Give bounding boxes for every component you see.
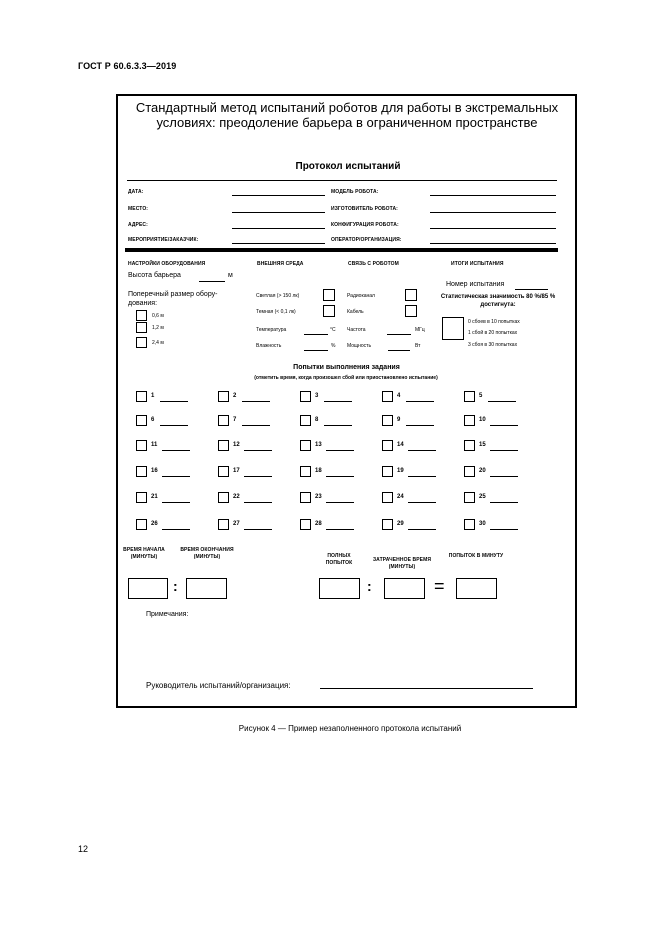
attempt-time-field[interactable] [160, 425, 188, 426]
attempt-time-field[interactable] [488, 401, 516, 402]
section-divider [125, 248, 558, 252]
equals-sign: = [434, 576, 445, 596]
cable-checkbox[interactable] [405, 305, 417, 317]
communication-heading: СВЯЗЬ С РОБОТОМ [348, 261, 399, 267]
light-checkbox[interactable] [323, 289, 335, 301]
attempt-number: 5 [479, 393, 483, 399]
attempt-number: 28 [315, 521, 322, 527]
attempt-time-field[interactable] [242, 425, 270, 426]
date-label: ДАТА: [128, 189, 144, 195]
attempt-checkbox[interactable] [300, 519, 311, 530]
attempt-time-field[interactable] [162, 476, 190, 477]
attempt-checkbox[interactable] [464, 519, 475, 530]
full-attempts-input[interactable] [319, 578, 360, 599]
attempt-time-field[interactable] [490, 425, 518, 426]
attempt-checkbox[interactable] [464, 391, 475, 402]
supervisor-field[interactable] [320, 688, 533, 689]
attempt-time-field[interactable] [326, 502, 354, 503]
attempts-title: Попытки выполнения задания [293, 364, 400, 371]
size-0-6-checkbox[interactable] [136, 310, 147, 321]
figure-caption: Рисунок 4 — Пример незаполненного протокола испытаний [238, 724, 462, 733]
attempt-time-field[interactable] [408, 502, 436, 503]
attempt-number: 20 [479, 468, 486, 474]
attempt-checkbox[interactable] [136, 492, 147, 503]
attempt-time-field[interactable] [326, 450, 354, 451]
elapsed-time-input[interactable] [384, 578, 425, 599]
size-2-4-label: 2,4 м [152, 340, 164, 346]
attempt-time-field[interactable] [408, 529, 436, 530]
attempt-number: 4 [397, 393, 401, 399]
event-customer-field[interactable] [232, 243, 325, 244]
robot-configuration-field[interactable] [430, 228, 556, 229]
size-0-6-label: 0,6 м [152, 313, 164, 319]
event-customer-label: МЕРОПРИЯТИЕ/ЗАКАЗЧИК: [128, 237, 199, 243]
attempt-number: 26 [151, 521, 158, 527]
robot-manufacturer-label: ИЗГОТОВИТЕЛЬ РОБОТА: [331, 206, 398, 212]
attempt-checkbox[interactable] [382, 391, 393, 402]
attempt-number: 9 [397, 417, 401, 423]
start-time-label: ВРЕМЯ НАЧАЛА (МИНУТЫ) [123, 547, 165, 560]
attempt-time-field[interactable] [324, 401, 352, 402]
humidity-unit: % [331, 343, 336, 349]
address-label: АДРЕС: [128, 222, 148, 228]
attempt-checkbox[interactable] [136, 440, 147, 451]
cable-label: Кабель [347, 309, 364, 315]
attempt-checkbox[interactable] [300, 440, 311, 451]
attempt-time-field[interactable] [244, 476, 272, 477]
notes-label: Примечания: [146, 611, 189, 618]
attempt-checkbox[interactable] [136, 415, 147, 426]
criteria-0: 0 сбоев в 10 попытках [468, 319, 520, 325]
attempt-checkbox[interactable] [136, 466, 147, 477]
test-number-label: Номер испытания [446, 281, 505, 288]
page-number: 12 [78, 844, 89, 854]
attempt-checkbox[interactable] [382, 415, 393, 426]
elapsed-time-label: ЗАТРАЧЕННОЕ ВРЕМЯ (МИНУТЫ) [372, 557, 432, 570]
supervisor-label: Руководитель испытаний/организация: [146, 681, 291, 690]
environment-heading: ВНЕШНЯЯ СРЕДА [257, 261, 304, 267]
attempt-time-field[interactable] [244, 529, 272, 530]
equipment-heading: НАСТРОЙКИ ОБОРУДОВАНИЯ [128, 261, 206, 267]
attempt-checkbox[interactable] [464, 440, 475, 451]
attempt-checkbox[interactable] [382, 519, 393, 530]
place-label: МЕСТО: [128, 206, 149, 212]
attempt-number: 22 [233, 494, 240, 500]
attempt-number: 6 [151, 417, 155, 423]
attempt-time-field[interactable] [162, 450, 190, 451]
attempt-number: 17 [233, 468, 240, 474]
attempt-time-field[interactable] [326, 529, 354, 530]
attempt-number: 23 [315, 494, 322, 500]
size-2-4-checkbox[interactable] [136, 337, 147, 348]
barrier-height-field[interactable] [199, 273, 225, 282]
attempt-time-field[interactable] [326, 476, 354, 477]
criteria-2: 3 сбоя в 30 попытках [468, 342, 518, 348]
radio-checkbox[interactable] [405, 289, 417, 301]
stat-significance-checkbox[interactable] [442, 317, 464, 340]
attempt-number: 19 [397, 468, 404, 474]
temperature-field[interactable] [304, 326, 328, 335]
attempt-number: 10 [479, 417, 486, 423]
attempt-number: 15 [479, 442, 486, 448]
attempt-number: 25 [479, 494, 486, 500]
power-label: Мощность [347, 343, 372, 349]
attempt-checkbox[interactable] [300, 492, 311, 503]
attempt-number: 27 [233, 521, 240, 527]
operator-org-field[interactable] [430, 243, 556, 244]
temperature-unit: °С [330, 327, 336, 333]
attempts-subtitle: (отметить время, когда произошел сбой или приостановлено испытание) [254, 375, 438, 381]
attempt-time-field[interactable] [324, 425, 352, 426]
attempt-checkbox[interactable] [464, 415, 475, 426]
frequency-field[interactable] [387, 326, 411, 335]
robot-manufacturer-field[interactable] [430, 212, 556, 213]
attempt-number: 8 [315, 417, 319, 423]
robot-model-field[interactable] [430, 195, 556, 196]
attempt-time-field[interactable] [244, 502, 272, 503]
attempt-number: 11 [151, 442, 158, 448]
attempt-checkbox[interactable] [382, 440, 393, 451]
humidity-label: Влажность [256, 343, 282, 349]
attempt-time-field[interactable] [408, 476, 436, 477]
address-field[interactable] [232, 228, 325, 229]
attempts-per-minute-label: ПОПЫТОК В МИНУТУ [448, 553, 504, 559]
stat-significance-label: Статистическая значимость 80 %/85 % достигнута: [440, 294, 556, 308]
attempt-checkbox[interactable] [218, 415, 229, 426]
attempt-number: 21 [151, 494, 158, 500]
attempt-checkbox[interactable] [218, 466, 229, 477]
attempt-checkbox[interactable] [218, 492, 229, 503]
attempt-number: 16 [151, 468, 158, 474]
attempt-checkbox[interactable] [382, 492, 393, 503]
cross-section-label: Поперечный размер обору-дования: [128, 291, 218, 307]
document-id: ГОСТ Р 60.6.3.3—2019 [78, 61, 177, 71]
attempt-number: 7 [233, 417, 237, 423]
attempt-number: 13 [315, 442, 322, 448]
time-separator: : [173, 578, 178, 594]
form-title: Стандартный метод испытаний роботов для работы в экстремальных условиях: преодоление барьера в ограниченном пространстве [135, 100, 559, 130]
start-time-input[interactable] [128, 578, 168, 599]
title-underline [127, 180, 557, 181]
attempt-time-field[interactable] [408, 450, 436, 451]
attempt-checkbox[interactable] [464, 492, 475, 503]
attempt-number: 18 [315, 468, 322, 474]
temperature-label: Температура [256, 327, 287, 333]
robot-configuration-label: КОНФИГУРАЦИЯ РОБОТА: [331, 222, 399, 228]
attempt-number: 1 [151, 393, 155, 399]
attempt-time-field[interactable] [490, 476, 518, 477]
attempt-checkbox[interactable] [218, 440, 229, 451]
attempt-checkbox[interactable] [300, 391, 311, 402]
attempt-time-field[interactable] [490, 529, 518, 530]
barrier-height-label: Высота барьера [128, 272, 181, 279]
light-label: Светлая (> 150 лк) [256, 293, 300, 299]
power-unit: Вт [415, 343, 421, 349]
attempt-checkbox[interactable] [218, 391, 229, 402]
attempts-per-minute-input[interactable] [456, 578, 497, 599]
attempt-checkbox[interactable] [300, 466, 311, 477]
attempt-number: 14 [397, 442, 404, 448]
attempt-time-field[interactable] [406, 401, 434, 402]
humidity-field[interactable] [304, 342, 328, 351]
results-heading: ИТОГИ ИСПЫТАНИЯ [451, 261, 504, 267]
attempt-checkbox[interactable] [136, 519, 147, 530]
frequency-label: Частота [347, 327, 366, 333]
barrier-height-unit: м [228, 272, 233, 279]
attempt-checkbox[interactable] [300, 415, 311, 426]
place-field[interactable] [232, 212, 325, 213]
power-field[interactable] [388, 342, 410, 351]
attempt-time-field[interactable] [490, 502, 518, 503]
dark-checkbox[interactable] [323, 305, 335, 317]
attempt-time-field[interactable] [160, 401, 188, 402]
attempt-time-field[interactable] [242, 401, 270, 402]
full-attempts-label: ПОЛНЫХ ПОПЫТОК [325, 553, 353, 566]
date-field[interactable] [232, 195, 325, 196]
radio-label: Радиоканал [347, 293, 375, 299]
protocol-title: Протокол испытаний [295, 161, 401, 172]
end-time-label: ВРЕМЯ ОКОНЧАНИЯ (МИНУТЫ) [180, 547, 234, 560]
attempt-checkbox[interactable] [382, 466, 393, 477]
attempt-time-field[interactable] [162, 502, 190, 503]
end-time-input[interactable] [186, 578, 227, 599]
attempt-time-field[interactable] [244, 450, 272, 451]
dark-label: Темная (< 0,1 лк) [256, 309, 296, 315]
robot-model-label: МОДЕЛЬ РОБОТА: [331, 189, 379, 195]
attempt-checkbox[interactable] [136, 391, 147, 402]
size-1-2-checkbox[interactable] [136, 322, 147, 333]
attempt-number: 24 [397, 494, 404, 500]
attempt-time-field[interactable] [406, 425, 434, 426]
frequency-unit: МГц [415, 327, 425, 333]
attempt-number: 3 [315, 393, 319, 399]
attempt-checkbox[interactable] [218, 519, 229, 530]
attempt-number: 2 [233, 393, 237, 399]
attempt-number: 29 [397, 521, 404, 527]
operator-org-label: ОПЕРАТОР/ОРГАНИЗАЦИЯ: [331, 237, 402, 243]
criteria-1: 1 сбой в 20 попытках [468, 330, 518, 336]
attempt-number: 12 [233, 442, 240, 448]
attempt-time-field[interactable] [162, 529, 190, 530]
test-number-field[interactable] [515, 281, 548, 290]
attempt-checkbox[interactable] [464, 466, 475, 477]
attempt-number: 30 [479, 521, 486, 527]
division-separator: : [367, 578, 372, 594]
size-1-2-label: 1,2 м [152, 325, 164, 331]
attempt-time-field[interactable] [490, 450, 518, 451]
